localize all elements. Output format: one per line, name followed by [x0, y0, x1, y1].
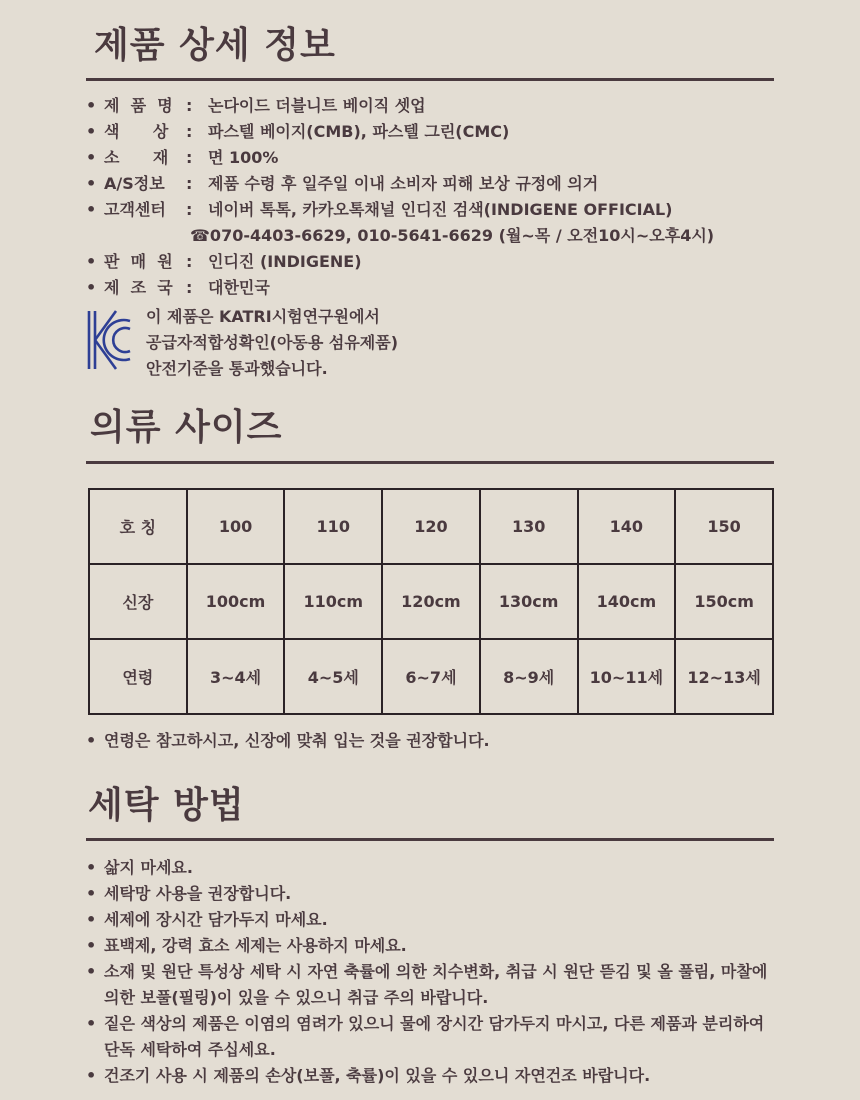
size-cell-header: 연령 — [89, 639, 187, 714]
wash-item: • 표백제, 강력 효소 세제는 사용하지 마세요. — [86, 933, 774, 959]
size-cell: 10~11세 — [578, 639, 676, 714]
size-cell: 120 — [382, 489, 480, 564]
info-label: 고객센터 — [104, 200, 166, 219]
product-info-list — [86, 93, 774, 301]
info-label: 판 매 원 — [104, 252, 173, 271]
divider — [86, 78, 774, 81]
info-value: 제품 수령 후 일주일 이내 소비자 피해 보상 규정에 의거 — [208, 174, 599, 193]
info-separator: : — [186, 174, 193, 193]
info-row-phone — [86, 223, 774, 249]
section-title-size: 의류 사이즈 — [90, 407, 283, 448]
section-title-product-info: 제품 상세 정보 — [94, 25, 336, 66]
info-separator: : — [186, 252, 193, 271]
kc-line: 안전기준을 통과했습니다. — [146, 359, 328, 378]
info-label: 색 상 — [104, 122, 169, 141]
size-table — [88, 488, 774, 715]
info-value: 논다이드 더블니트 베이직 셋업 — [208, 96, 426, 115]
wash-item: • 삶지 마세요. — [86, 855, 774, 881]
size-note: • 연령은 참고하시고, 신장에 맞춰 입는 것을 권장합니다. — [86, 728, 774, 754]
size-row-age — [89, 639, 773, 714]
info-value: 파스텔 베이지(CMB), 파스텔 그린(CMC) — [208, 122, 510, 141]
kc-certification-text — [146, 304, 398, 382]
wash-item: • 짙은 색상의 제품은 이염의 염려가 있으니 물에 장시간 담가두지 마시고, 다른 제품과 분리하여 단독 세탁하여 주십세요. — [86, 1011, 774, 1063]
size-cell: 8~9세 — [480, 639, 578, 714]
wash-item: • 세탁망 사용을 권장합니다. — [86, 881, 774, 907]
size-cell: 3~4세 — [187, 639, 285, 714]
kc-certification-icon — [86, 309, 132, 371]
info-value: 인디진 (INDIGENE) — [208, 252, 362, 271]
info-label: 제 조 국 — [104, 278, 173, 297]
size-note-list — [86, 728, 774, 754]
info-separator: : — [186, 122, 193, 141]
divider — [86, 838, 774, 841]
size-cell: 100 — [187, 489, 285, 564]
size-cell: 6~7세 — [382, 639, 480, 714]
size-cell: 150cm — [675, 564, 773, 639]
size-cell-header: 호 칭 — [89, 489, 187, 564]
wash-instructions-list — [86, 855, 774, 1089]
size-row-height — [89, 564, 773, 639]
size-cell: 100cm — [187, 564, 285, 639]
info-row-material — [86, 145, 774, 171]
size-cell: 130cm — [480, 564, 578, 639]
info-row-customer-center — [86, 197, 774, 223]
info-label: A/S정보 — [104, 174, 165, 193]
size-cell: 120cm — [382, 564, 480, 639]
info-value: 면 100% — [208, 148, 279, 167]
info-value: 대한민국 — [208, 278, 270, 297]
info-row-color — [86, 119, 774, 145]
info-label: 제 품 명 — [104, 96, 173, 115]
size-cell-header: 신장 — [89, 564, 187, 639]
info-label: 소 재 — [104, 148, 169, 167]
info-row-name — [86, 93, 774, 119]
wash-item: • 건조기 사용 시 제품의 손상(보풀, 축률)이 있을 수 있으니 자연건조 바랍니다. — [86, 1063, 774, 1089]
wash-item: • 세제에 장시간 담가두지 마세요. — [86, 907, 774, 933]
info-separator: : — [186, 96, 193, 115]
size-cell: 4~5세 — [284, 639, 382, 714]
info-row-as — [86, 171, 774, 197]
phone-hours: ☎070-4403-6629, 010-5641-6629 (월~목 / 오전10시~오후4시) — [190, 226, 715, 245]
size-cell: 140cm — [578, 564, 676, 639]
info-separator: : — [186, 148, 193, 167]
info-separator: : — [186, 278, 193, 297]
size-cell: 140 — [578, 489, 676, 564]
section-title-wash: 세탁 방법 — [88, 785, 245, 826]
size-cell: 110 — [284, 489, 382, 564]
size-cell: 12~13세 — [675, 639, 773, 714]
wash-item: • 소재 및 원단 특성상 세탁 시 자연 축률에 의한 치수변화, 취급 시 원단 뜯김 및 올 풀림, 마찰에 의한 보풀(필링)이 있을 수 있으니 취급 주의 바랍니다. — [86, 959, 774, 1011]
kc-line: 이 제품은 KATRI시험연구원에서 — [146, 307, 380, 326]
kc-line: 공급자적합성확인(아동용 섬유제품) — [146, 333, 399, 352]
size-cell: 150 — [675, 489, 773, 564]
info-value: 네이버 톡톡, 카카오톡채널 인디진 검색(INDIGENE OFFICIAL) — [208, 200, 673, 219]
info-row-seller — [86, 249, 774, 275]
size-row-label — [89, 489, 773, 564]
info-row-origin — [86, 275, 774, 301]
size-cell: 130 — [480, 489, 578, 564]
size-cell: 110cm — [284, 564, 382, 639]
info-separator: : — [186, 200, 193, 219]
divider — [86, 461, 774, 464]
